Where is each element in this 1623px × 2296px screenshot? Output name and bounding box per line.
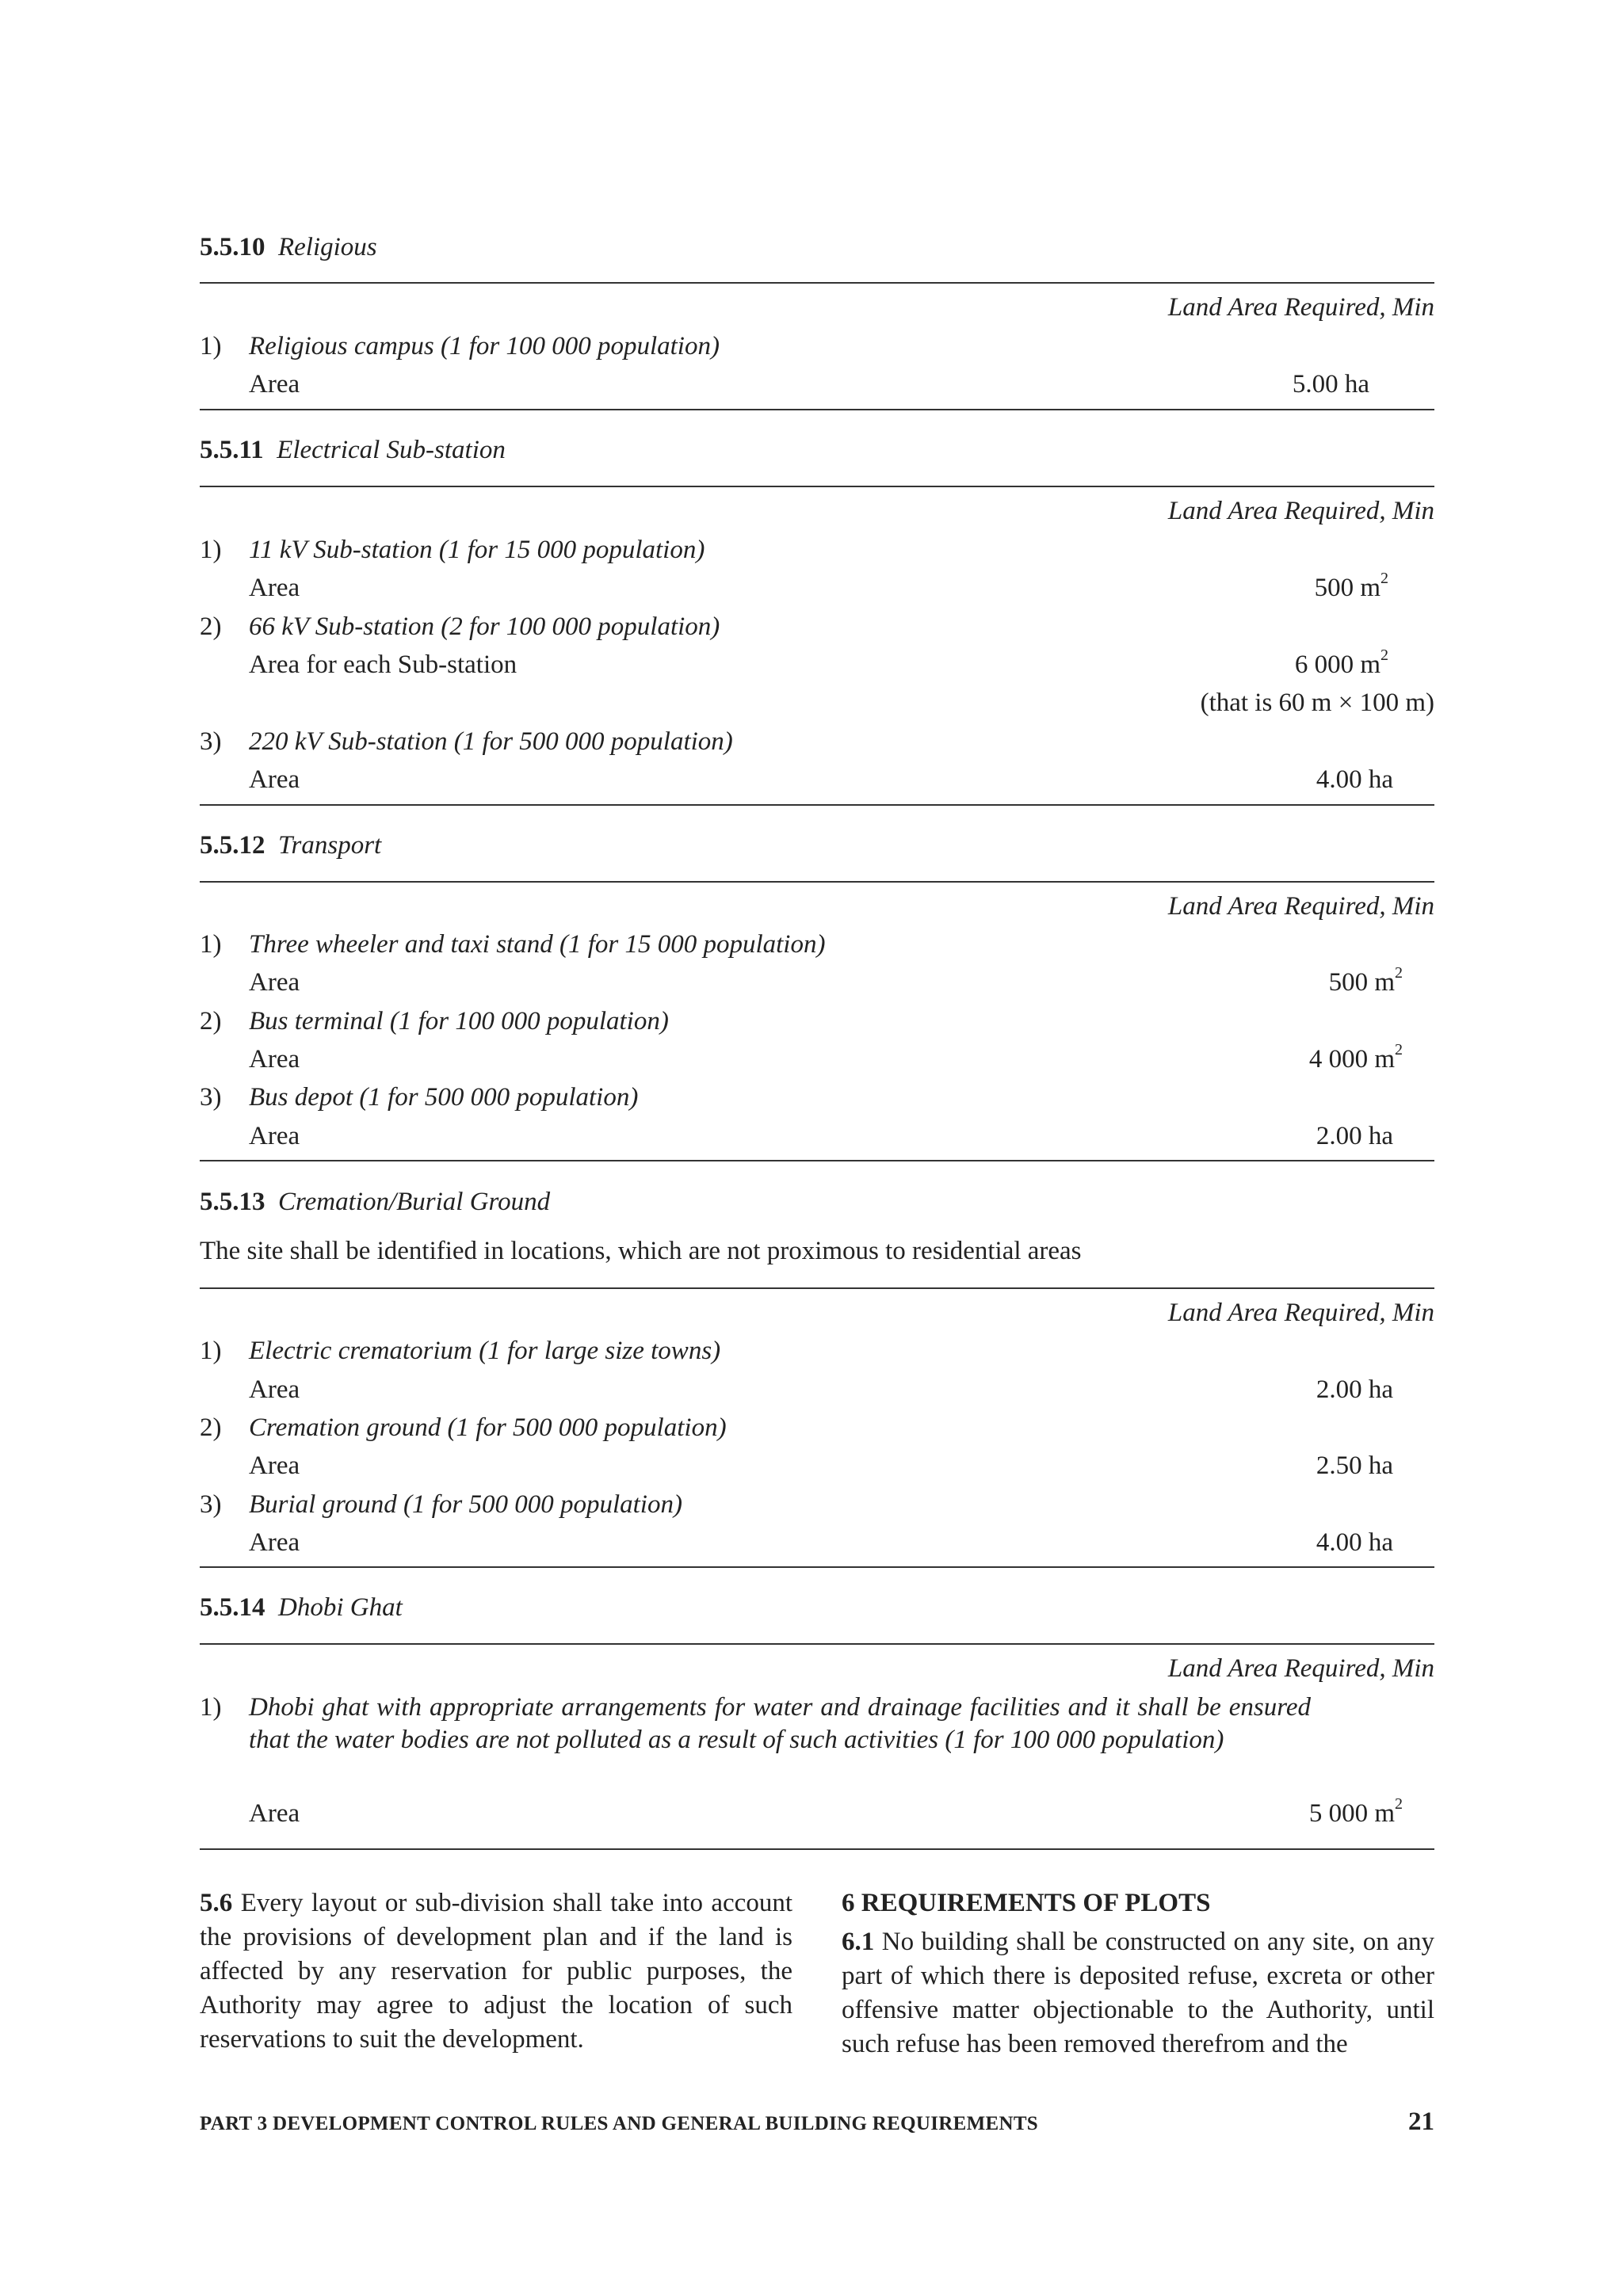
area-value: 5 000 $m^2$ [1308,1795,1403,1828]
table-header: Land Area Required, Min [1167,1299,1434,1327]
list-item: 1) 11 kV Sub-station (1 for 15 000 population) [200,536,705,564]
area-row: Area for each Sub-station 6 000 $m^2$ [249,646,1388,679]
section-title: Religious [278,233,377,261]
area-value: 4 000 $m^2$ [1308,1041,1403,1074]
section-heading-5-5-11: 5.5.11 Electrical Sub-station [200,436,506,464]
list-item: 3) 220 kV Sub-station (1 for 500 000 population) [200,727,733,756]
section-note: The site shall be identified in locations, which are not proximous to residential areas [200,1237,1082,1265]
list-item: 2) Cremation ground (1 for 500 000 population) [200,1413,727,1442]
section-number: 5.5.10 [200,233,265,261]
page-number: 21 [1408,2107,1434,2136]
table-rule [200,1643,1434,1645]
table-rule [200,1566,1434,1568]
area-value: 4.00 ha [1316,1528,1393,1557]
area-value: 5.00 ha [1292,370,1369,399]
area-row: Area 5 000 $m^2$ [249,1795,1403,1828]
table-rule [200,804,1434,806]
table-header: Land Area Required, Min [1167,497,1434,525]
area-value: 500 $m^2$ [1328,964,1403,997]
table-header: Land Area Required, Min [1167,293,1434,322]
area-value: 500 $m^2$ [1314,570,1388,602]
area-value: 2.00 ha [1316,1375,1393,1404]
area-row: Area 5.00 ha [249,370,1369,399]
area-value: 6 000 $m^2$ [1294,646,1388,679]
area-row: Area 2.50 ha [249,1451,1393,1480]
section-heading-5-5-13: 5.5.13 Cremation/Burial Ground [200,1188,551,1216]
table-rule [200,881,1434,883]
area-row: Area 4 000 $m^2$ [249,1041,1403,1074]
area-row: Area 500 $m^2$ [249,570,1388,602]
table-rule [200,282,1434,284]
table-rule [200,1160,1434,1161]
area-row: Area 2.00 ha [249,1375,1393,1404]
table-header: Land Area Required, Min [1167,1654,1434,1683]
list-item: 2) Bus terminal (1 for 100 000 population) [200,1007,669,1035]
clause-5-6: 5.6 Every layout or sub-division shall take into account the provisions of development plan and if the land is affected by any reservation for public purposes, the Authority may agree to adjust the location of such reservations to suit the development. [200,1889,793,2054]
list-item: 2) 66 kV Sub-station (2 for 100 000 population) [200,612,720,641]
table-rule [200,1287,1434,1289]
list-item: 1) Dhobi ghat with appropriate arrangements for water and drainage facilities and it shall be ensured that the water bodies are not polluted as a result of such activities (1 for 100 000 population) [200,1693,1311,1754]
document-page [200,0,1434,2296]
area-note: (that is 60 m × 100 m) [1200,688,1434,717]
list-item: 1) Religious campus (1 for 100 000 population) [200,332,720,360]
area-value: 2.00 ha [1316,1122,1393,1150]
area-value: 2.50 ha [1316,1451,1393,1480]
table-rule [200,486,1434,487]
section-6 [842,1886,1434,2061]
area-row: Area 2.00 ha [249,1122,1393,1150]
page-footer [200,2113,1434,2135]
section-6-heading: 6 REQUIREMENTS OF PLOTS [842,1889,1211,1917]
clause-6-1: 6.1 No building shall be constructed on any site, on any part of which there is deposited refuse, excreta or other offensive matter objectionable to the Authority, until such refuse has been removed therefrom and the [842,1928,1434,2058]
list-item: 3) Burial ground (1 for 500 000 population) [200,1490,682,1519]
table-header: Land Area Required, Min [1167,892,1434,921]
table-rule [200,409,1434,410]
section-heading-5-5-14: 5.5.14 Dhobi Ghat [200,1593,403,1622]
list-item: 3) Bus depot (1 for 500 000 population) [200,1083,639,1112]
section-heading-5-5-12: 5.5.12 Transport [200,831,382,860]
footer-text: PART 3 DEVELOPMENT CONTROL RULES AND GENERAL BUILDING REQUIREMENTS [200,2113,1038,2134]
section-heading-5-5-10 [200,231,1434,263]
area-row: Area 500 $m^2$ [249,964,1403,997]
area-row: Area 4.00 ha [249,1528,1393,1557]
table-rule [200,1848,1434,1850]
area-value: 4.00 ha [1316,765,1393,794]
list-item: 1) Three wheeler and taxi stand (1 for 15 000 population) [200,930,826,959]
list-item: 1) Electric crematorium (1 for large size towns) [200,1337,721,1365]
area-row: Area 4.00 ha [249,765,1393,794]
